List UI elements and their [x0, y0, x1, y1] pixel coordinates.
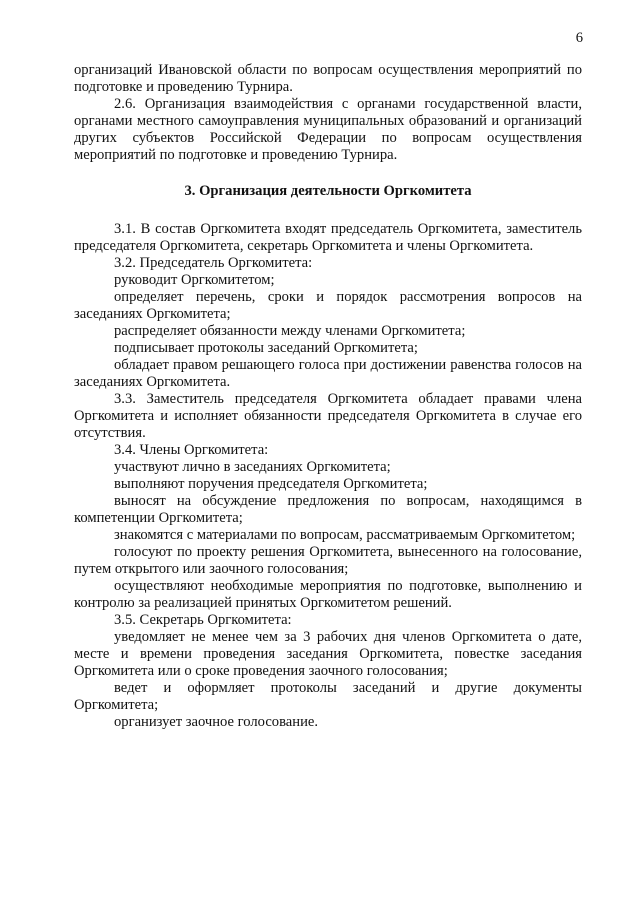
paragraph-continuation: организаций Ивановской области по вопросам осуществления мероприятий по подготовке и проведению Турнира.: [74, 62, 582, 95]
list-item: руководит Оргкомитетом;: [114, 272, 275, 288]
list-item: обладает правом решающего голоса при достижении равенства голосов на заседаниях Оргкомитета.: [74, 357, 582, 390]
paragraph-3-2: 3.2. Председатель Оргкомитета:: [114, 255, 313, 271]
list-item: ведет и оформляет протоколы заседаний и другие документы Оргкомитета;: [74, 680, 582, 713]
list-item: уведомляет не менее чем за 3 рабочих дня членов Оргкомитета о дате, месте и времени проведения заседания Оргкомитета, повестке заседания Оргкомитета или о сроке проведения заочного голосования;: [74, 629, 582, 679]
list-item: голосуют по проекту решения Оргкомитета, вынесенного на голосование, путем открытого или заочного голосования;: [74, 544, 582, 577]
paragraph-3-3: 3.3. Заместитель председателя Оргкомитета обладает правами члена Оргкомитета и исполняет обязанности председателя Оргкомитета в случае его отсутствия.: [74, 391, 582, 441]
paragraph-2-6: 2.6. Организация взаимодействия с органами государственной власти, органами местного самоуправления муниципальных образований и организаций других субъектов Российской Федерации по вопросам осуществления мероприятий по подготовке и проведению Турнира.: [74, 96, 582, 163]
list-item: участвуют лично в заседаниях Оргкомитета;: [114, 459, 391, 475]
list-item: распределяет обязанности между членами Оргкомитета;: [114, 323, 466, 339]
list-item: осуществляют необходимые мероприятия по подготовке, выполнению и контролю за реализацией принятых Оргкомитетом решений.: [74, 578, 582, 611]
list-item: организует заочное голосование.: [114, 714, 319, 730]
paragraph-3-4: 3.4. Члены Оргкомитета:: [114, 442, 269, 458]
paragraph-3-1: 3.1. В состав Оргкомитета входят председатель Оргкомитета, заместитель председателя Оргкомитета, секретарь Оргкомитета и члены Оргкомитета.: [74, 221, 582, 254]
page-number: 6: [575, 30, 583, 46]
paragraph-3-5: 3.5. Секретарь Оргкомитета:: [114, 612, 292, 628]
list-item: знакомятся с материалами по вопросам, рассматриваемым Оргкомитетом;: [114, 527, 576, 543]
list-item: подписывает протоколы заседаний Оргкомитета;: [114, 340, 418, 356]
section-heading: 3. Организация деятельности Оргкомитета: [184, 183, 472, 199]
list-item: определяет перечень, сроки и порядок рассмотрения вопросов на заседаниях Оргкомитета;: [74, 289, 582, 322]
list-item: выносят на обсуждение предложения по вопросам, находящимся в компетенции Оргкомитета;: [74, 493, 582, 526]
document-body: [74, 62, 582, 731]
list-item: выполняют поручения председателя Оргкомитета;: [114, 476, 428, 492]
